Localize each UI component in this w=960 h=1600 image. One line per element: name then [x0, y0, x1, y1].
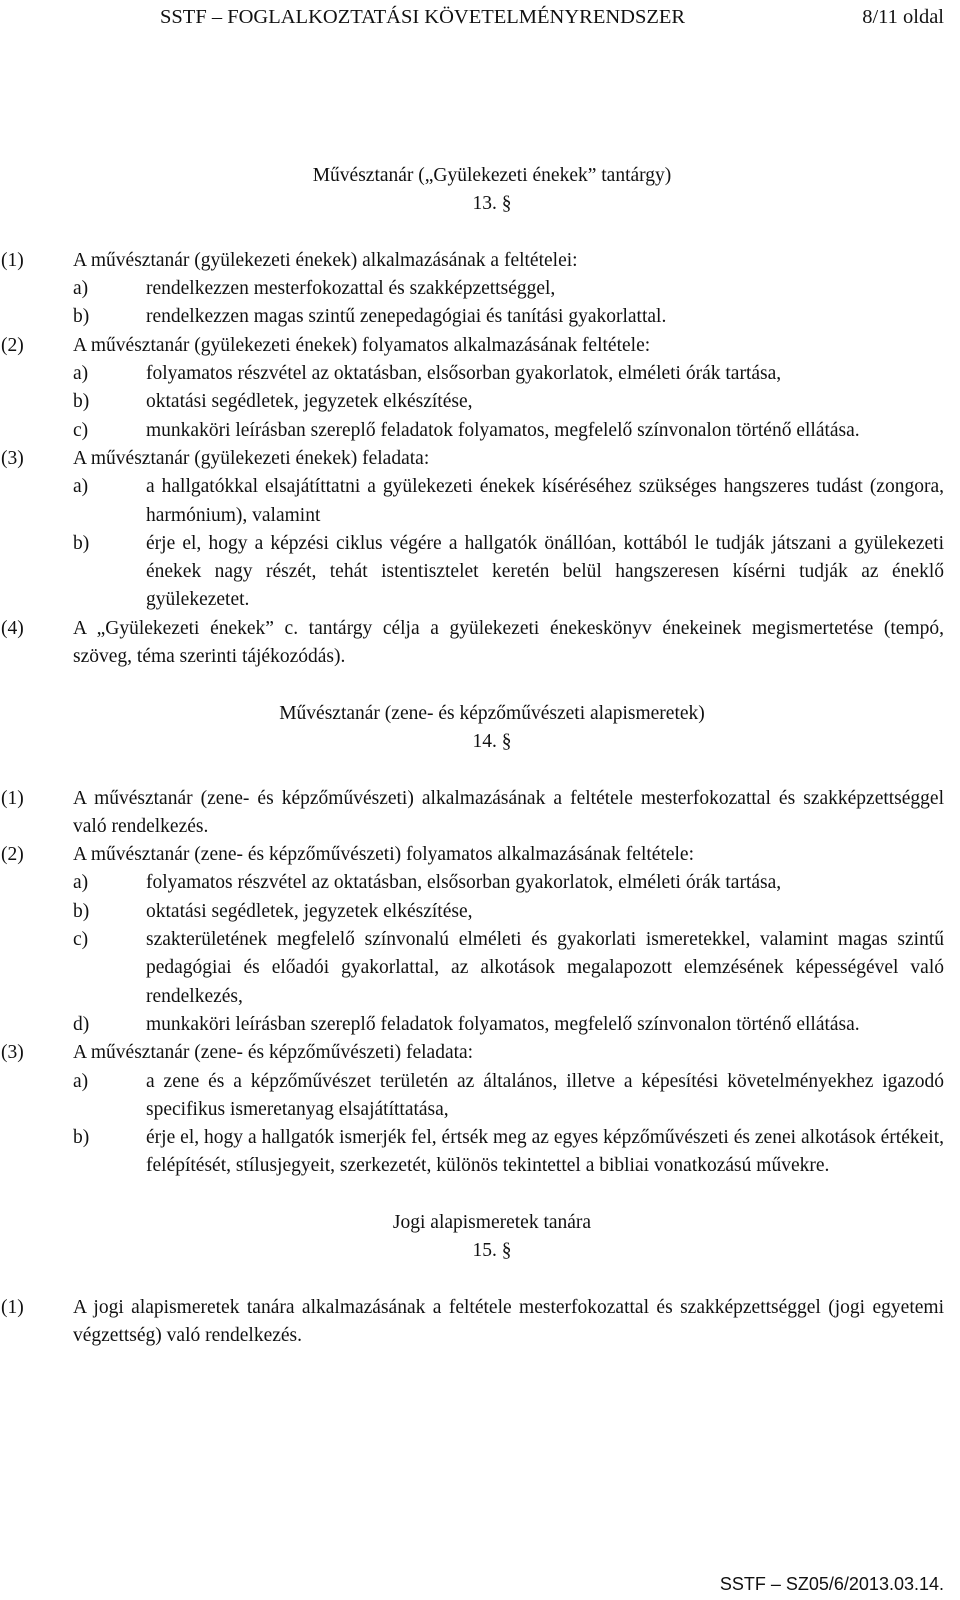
section-title: Művésztanár („Gyülekezeti énekek” tantárgy): [312, 165, 672, 186]
paragraph-text: A művésztanár (zene- és képzőművészeti) folyamatos alkalmazásának feltétele:: [73, 844, 695, 866]
section-heading: [0, 162, 944, 219]
item-letter: a): [73, 1070, 89, 1092]
list-item: [73, 360, 944, 388]
item-text: érje el, hogy a hallgatók ismerjék fel, értsék meg az egyes képzőművészeti és zenei alkotások értékeit, felépítését, stílusjegyeit, szerkezetét, különös tekintettel a bibliai vonatkozású művekre.: [146, 1127, 944, 1177]
paragraph-text: A művésztanár (zene- és képzőművészeti) alkalmazásának a feltétele mesterfokozattal és szakképzettséggel való rendelkezés.: [73, 787, 944, 837]
page-footer: SSTF – SZ05/6/2013.03.14.: [719, 1574, 944, 1594]
item-text: rendelkezzen mesterfokozattal és szakképzettséggel,: [146, 278, 556, 300]
section-number: 13. §: [472, 193, 512, 215]
item-letter: a): [73, 872, 89, 894]
paragraph: [0, 445, 944, 615]
paragraph-number: (3): [1, 447, 24, 469]
header-page-number: 8/11 oldal: [862, 6, 944, 28]
paragraph-number: (1): [1, 1296, 24, 1318]
section-number: 14. §: [472, 730, 512, 752]
section-title: Művésztanár (zene- és képzőművészeti alapismeretek): [279, 702, 705, 724]
paragraph-text: A művésztanár (zene- és képzőművészeti) feladata:: [73, 1042, 474, 1064]
page-header: [160, 2, 944, 32]
paragraph-number: (1): [1, 249, 24, 271]
item-letter: c): [73, 929, 89, 951]
item-letter: a): [73, 476, 89, 498]
list-item: [73, 473, 944, 530]
paragraph-number: (3): [1, 1042, 24, 1064]
item-letter: b): [73, 532, 90, 554]
list-item: [73, 1068, 944, 1125]
paragraph: [0, 615, 944, 672]
paragraph-number: (2): [1, 334, 24, 356]
paragraph-text: A jogi alapismeretek tanára alkalmazásának a feltétele mesterfokozattal és szakképzettséggel (jogi egyetemi végzettség) való rendelkezés.: [73, 1296, 944, 1347]
list-item: [73, 869, 944, 897]
paragraph-text: A művésztanár (gyülekezeti énekek) feladata:: [73, 447, 430, 469]
paragraph-number: (2): [1, 844, 24, 866]
item-letter: c): [73, 419, 89, 441]
paragraph: [0, 1294, 944, 1351]
item-text: oktatási segédletek, jegyzetek elkészítése,: [146, 900, 473, 922]
paragraph: [0, 247, 944, 332]
item-text: folyamatos részvétel az oktatásban, elsősorban gyakorlatok, elméleti órák tartása,: [146, 363, 782, 385]
header-title: SSTF – FOGLALKOZTATÁSI KÖVETELMÉNYRENDSZER: [160, 6, 686, 28]
paragraph: [0, 1039, 944, 1180]
item-text: szakterületének megfelelő színvonalú elméleti és gyakorlati ismeretekkel, valamint magas szintű pedagógiai és előadói gyakorlattal, az alkotások megalapozott elemzésének képességével való rendelkezés,: [146, 929, 944, 1007]
paragraph-number: (4): [1, 617, 24, 639]
list-item: [73, 926, 944, 1011]
paragraph-text: A művésztanár (gyülekezeti énekek) alkalmazásának a feltételei:: [73, 249, 578, 271]
item-text: a zene és a képzőművészet területén az általános, illetve a képesítési követelményekhez igazodó specifikus ismeretanyag elsajátíttatása,: [146, 1070, 944, 1120]
list-item: [73, 275, 944, 303]
paragraph-number: (1): [1, 787, 24, 809]
section-heading: [0, 1209, 944, 1266]
item-letter: d): [73, 1013, 90, 1035]
item-text: munkaköri leírásban szereplő feladatok folyamatos, megfelelő színvonalon történő ellátása.: [146, 419, 860, 441]
item-text: a hallgatókkal elsajátíttatni a gyülekezeti énekek kíséréséhez szükséges hangszeres tudást (zongora, harmónium), valamint: [146, 476, 944, 526]
list-item: [73, 303, 944, 331]
section-title: Jogi alapismeretek tanára: [392, 1211, 592, 1233]
list-item: [73, 417, 944, 445]
item-text: folyamatos részvétel az oktatásban, elsősorban gyakorlatok, elméleti órák tartása,: [146, 872, 782, 894]
item-letter: b): [73, 1127, 90, 1149]
item-text: oktatási segédletek, jegyzetek elkészítése,: [146, 391, 473, 413]
item-text: érje el, hogy a képzési ciklus végére a hallgatók önállóan, kottából le tudják játszani a gyülekezeti énekek nagy részét, tehát istentisztelet keretén belül hangszeresen kísérni tudják az éneklő gyülekezetet.: [146, 532, 944, 611]
item-text: rendelkezzen magas szintű zenepedagógiai és tanítási gyakorlattal.: [146, 306, 667, 328]
item-letter: b): [73, 306, 90, 328]
section-number: 15. §: [472, 1240, 512, 1262]
paragraph: [0, 841, 944, 1039]
item-letter: a): [73, 278, 89, 300]
paragraph-text: A művésztanár (gyülekezeti énekek) folyamatos alkalmazásának feltétele:: [73, 334, 651, 356]
item-letter: a): [73, 363, 89, 385]
list-item: [73, 898, 944, 926]
item-text: munkaköri leírásban szereplő feladatok folyamatos, megfelelő színvonalon történő ellátása.: [146, 1013, 860, 1035]
paragraph-text: A „Gyülekezeti énekek” c. tantárgy célja a gyülekezeti énekeskönyv énekeinek megismertetése (tempó, szöveg, téma szerinti tájékozódás).: [73, 617, 944, 668]
item-letter: b): [73, 900, 90, 922]
list-item: [73, 388, 944, 416]
list-item: [73, 1124, 944, 1181]
document-body: [0, 162, 944, 1350]
list-item: [73, 1011, 944, 1039]
section-heading: [0, 700, 944, 757]
list-item: [73, 530, 944, 615]
item-letter: b): [73, 391, 90, 413]
paragraph: [0, 332, 944, 445]
paragraph: [0, 785, 944, 842]
